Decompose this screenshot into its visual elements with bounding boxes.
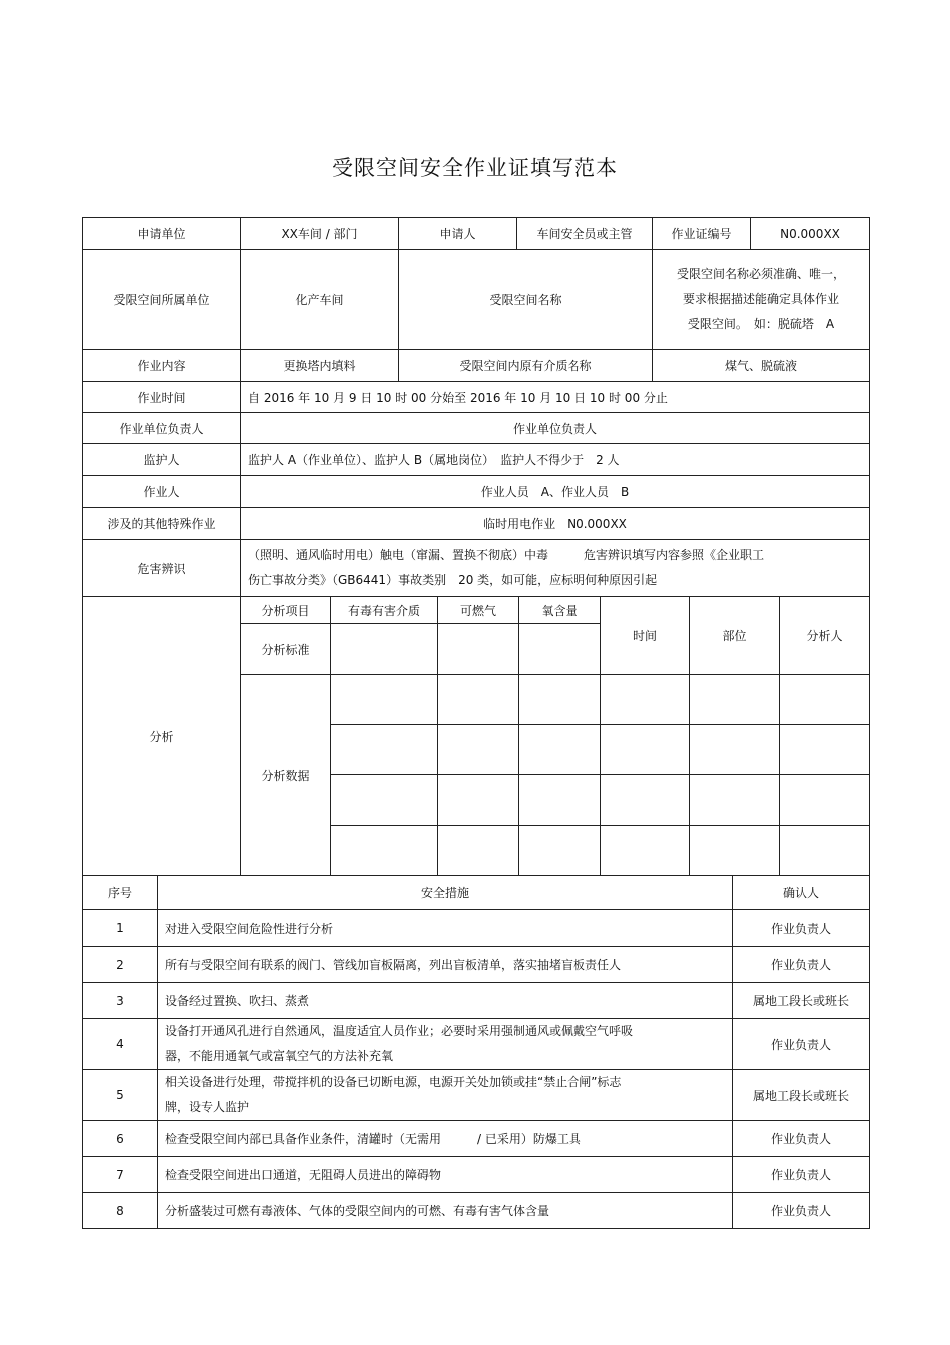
measure-confirm: 属地工段长或班长 (733, 983, 870, 1019)
analysis-cell (690, 675, 780, 725)
time-label: 作业时间 (83, 382, 241, 413)
analysis-cell (438, 775, 519, 826)
measure-text: 分析盛装过可燃有毒液体、气体的受限空间内的可燃、有毒有害气体含量 (158, 1193, 733, 1229)
measure-confirm: 作业负责人 (733, 947, 870, 983)
analysis-cell (601, 675, 690, 725)
measure-no: 2 (83, 947, 158, 983)
measure-confirm: 作业负责人 (733, 1121, 870, 1157)
analysis-col-flammable: 可燃气 (438, 597, 519, 624)
analysis-cell (780, 725, 870, 775)
measure-confirm: 作业负责人 (733, 1193, 870, 1229)
space-name-label: 受限空间名称 (399, 250, 653, 350)
measure-confirm: 作业负责人 (733, 910, 870, 947)
medium-value: 煤气、脱硫液 (653, 350, 870, 382)
measure-no: 8 (83, 1193, 158, 1229)
analysis-cell (780, 675, 870, 725)
safety-measures-table (82, 875, 870, 1229)
time-value: 自 2016 年 10 月 9 日 10 时 00 分始至 2016 年 10 月 10 日 10 时 00 分止 (241, 382, 870, 413)
space-name-note-line: 受限空间名称必须准确、唯一， (676, 267, 845, 281)
measure-confirm: 作业负责人 (733, 1019, 870, 1070)
space-name-note (653, 250, 870, 350)
measure-text: 设备经过置换、吹扫、蒸煮 (158, 983, 733, 1019)
analysis-cell (690, 826, 780, 876)
analysis-col-oxygen: 氧含量 (519, 597, 601, 624)
analysis-cell (331, 624, 438, 675)
hazard-label: 危害辨识 (83, 540, 241, 597)
guardian-label: 监护人 (83, 444, 241, 476)
space-unit-label: 受限空间所属单位 (83, 250, 241, 350)
analysis-cell (519, 826, 601, 876)
measure-text-line: 设备打开通风孔进行自然通风，温度适宜人员作业；必要时采用强制通风或佩戴空气呼吸 (165, 1024, 634, 1038)
analysis-time-label: 时间 (601, 597, 690, 675)
analysis-cell (331, 725, 438, 775)
measure-no: 7 (83, 1157, 158, 1193)
analysis-cell (519, 725, 601, 775)
measures-header-no: 序号 (83, 876, 158, 910)
analysis-cell (438, 624, 519, 675)
special-work-label: 涉及的其他特殊作业 (83, 508, 241, 540)
content-value: 更换塔内填料 (241, 350, 399, 382)
analysis-cell (601, 775, 690, 826)
permit-no-value: N0.000XX (751, 218, 870, 250)
measures-header-confirm: 确认人 (733, 876, 870, 910)
measure-text: 检查受限空间内部已具备作业条件，清罐时（无需用 / 已采用）防爆工具 (158, 1121, 733, 1157)
measure-text: 检查受限空间进出口通道，无阻碍人员进出的障碍物 (158, 1157, 733, 1193)
analysis-standard-label: 分析标准 (241, 624, 331, 675)
measure-text: 对进入受限空间危险性进行分析 (158, 910, 733, 947)
medium-label: 受限空间内原有介质名称 (399, 350, 653, 382)
applicant-label: 申请人 (399, 218, 517, 250)
analysis-cell (690, 775, 780, 826)
measure-text (158, 1019, 733, 1070)
analysis-table (82, 596, 870, 876)
hazard-value (241, 540, 870, 597)
analysis-cell (780, 775, 870, 826)
apply-unit-value: XX车间 / 部门 (241, 218, 399, 250)
apply-unit-label: 申请单位 (83, 218, 241, 250)
measure-confirm: 属地工段长或班长 (733, 1070, 870, 1121)
analysis-cell (519, 775, 601, 826)
analysis-col-toxic: 有毒有害介质 (331, 597, 438, 624)
measure-text-line: 相关设备进行处理，带搅拌机的设备已切断电源，电源开关处加锁或挂“禁止合闸”标志 (165, 1075, 622, 1089)
measure-text (158, 1070, 733, 1121)
analysis-cell (601, 826, 690, 876)
content-label: 作业内容 (83, 350, 241, 382)
measure-no: 3 (83, 983, 158, 1019)
analysis-item-label: 分析项目 (241, 597, 331, 624)
measure-no: 4 (83, 1019, 158, 1070)
measure-text-line: 器，不能用通氧气或富氧空气的方法补充氧 (165, 1049, 394, 1063)
measures-header-measure: 安全措施 (158, 876, 733, 910)
measure-text: 所有与受限空间有联系的阀门、管线加盲板隔离，列出盲板清单，落实抽堵盲板责任人 (158, 947, 733, 983)
space-unit-value: 化产车间 (241, 250, 399, 350)
analysis-cell (519, 624, 601, 675)
measure-no: 1 (83, 910, 158, 947)
measure-text-line: 牌，设专人监护 (165, 1100, 250, 1114)
permit-info-table (82, 217, 870, 597)
analysis-analyst-label: 分析人 (780, 597, 870, 675)
special-work-value: 临时用电作业 N0.000XX (241, 508, 870, 540)
analysis-cell (690, 725, 780, 775)
space-name-note-line: 要求根据描述能确定具体作业 (682, 292, 839, 306)
page-title: 受限空间安全作业证填写范本 (332, 156, 618, 180)
hazard-line: 伤亡事故分类》（GB6441）事故类别 20 类，如可能，应标明何种原因引起 (248, 573, 658, 587)
guardian-value: 监护人 A（作业单位）、监护人 B（属地岗位） 监护人不得少于 2 人 (241, 444, 870, 476)
applicant-value: 车间安全员或主管 (517, 218, 653, 250)
measure-no: 6 (83, 1121, 158, 1157)
analysis-cell (780, 826, 870, 876)
analysis-label: 分析 (83, 597, 241, 876)
worker-label: 作业人 (83, 476, 241, 508)
analysis-cell (331, 675, 438, 725)
analysis-cell (601, 725, 690, 775)
space-name-note-line: 受限空间。 如：脱硫塔 A (687, 317, 835, 331)
analysis-cell (438, 675, 519, 725)
worker-value: 作业人员 A、作业人员 B (241, 476, 870, 508)
leader-value: 作业单位负责人 (241, 413, 870, 444)
hazard-line: （照明、通风临时用电）触电（窜漏、置换不彻底）中毒 危害辨识填写内容参照《企业职工 (248, 548, 765, 562)
analysis-cell (519, 675, 601, 725)
analysis-cell (331, 826, 438, 876)
leader-label: 作业单位负责人 (83, 413, 241, 444)
analysis-cell (331, 775, 438, 826)
analysis-data-label: 分析数据 (241, 675, 331, 876)
measure-no: 5 (83, 1070, 158, 1121)
measure-confirm: 作业负责人 (733, 1157, 870, 1193)
analysis-location-label: 部位 (690, 597, 780, 675)
permit-no-label: 作业证编号 (653, 218, 751, 250)
analysis-cell (438, 826, 519, 876)
analysis-cell (438, 725, 519, 775)
